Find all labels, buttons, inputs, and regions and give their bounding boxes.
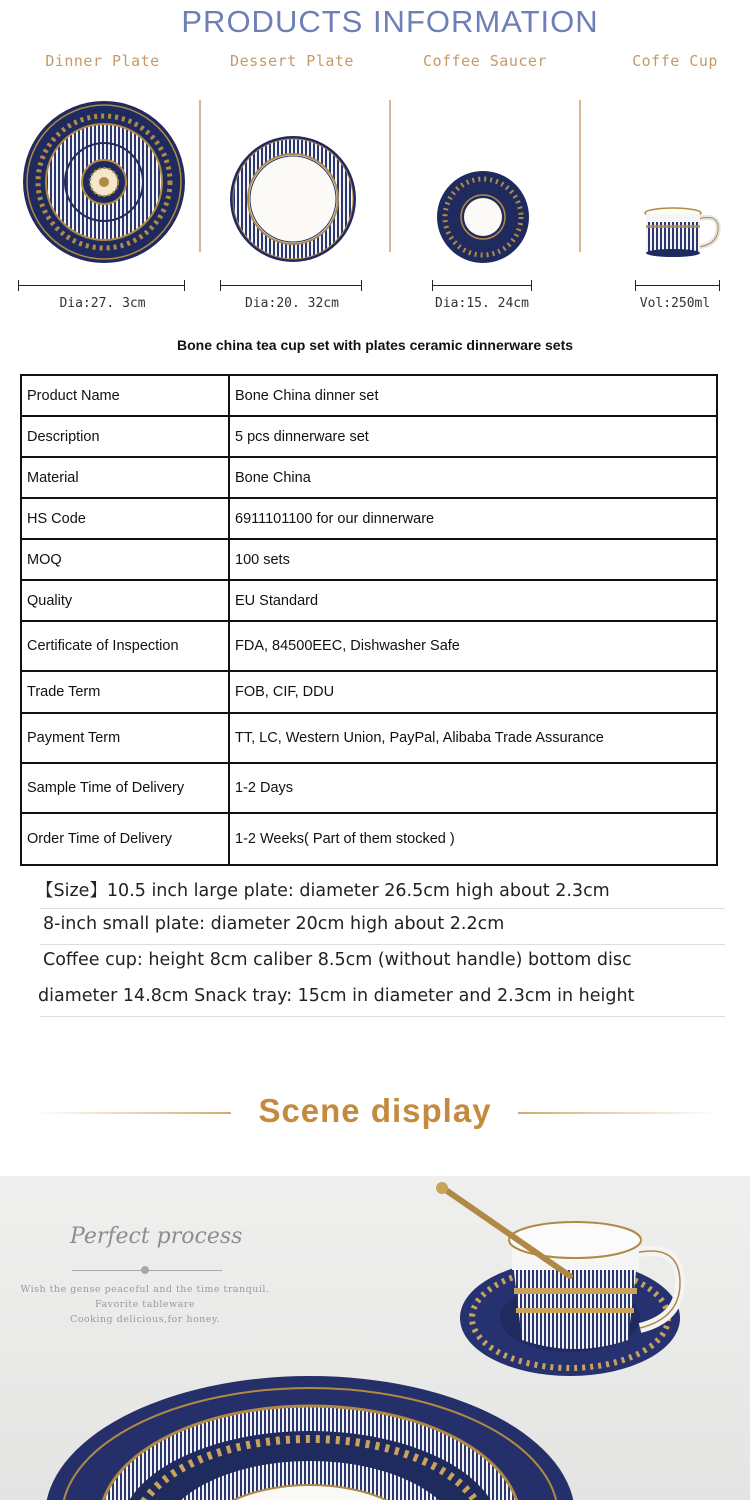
dimension-line	[220, 285, 362, 286]
size-note: 【Size】10.5 inch large plate: diameter 26.5cm high about 2.3cm	[36, 881, 610, 901]
photo-caption-title: Perfect process	[70, 1224, 243, 1249]
spec-value: FDA, 84500EEC, Dishwasher Safe	[229, 621, 717, 671]
spec-label: Trade Term	[21, 671, 229, 713]
table-row	[21, 580, 717, 621]
spec-label: Quality	[21, 580, 229, 621]
photo-caption-line: Favorite tableware	[95, 1299, 195, 1310]
spec-value: TT, LC, Western Union, PayPal, Alibaba Trade Assurance	[229, 713, 717, 763]
column-divider	[579, 100, 581, 252]
table-row	[21, 763, 717, 813]
size-note: Coffee cup: height 8cm caliber 8.5cm (without handle) bottom disc	[43, 950, 632, 970]
spec-value: 6911101100 for our dinnerware	[229, 498, 717, 539]
spec-value: 100 sets	[229, 539, 717, 580]
product-label-coffee-saucer: Coffee Saucer	[423, 52, 547, 70]
product-label-coffee-cup: Coffe Cup	[632, 52, 718, 70]
size-note: 8-inch small plate: diameter 20cm high about 2.2cm	[43, 914, 505, 934]
scene-photo	[0, 1176, 750, 1500]
spec-label: Sample Time of Delivery	[21, 763, 229, 813]
dimension-line	[18, 285, 185, 286]
spec-value: Bone China dinner set	[229, 375, 717, 416]
photo-caption-line: Wish the gense peaceful and the time tranquil.	[20, 1284, 270, 1295]
note-divider	[40, 1016, 725, 1017]
spec-label: HS Code	[21, 498, 229, 539]
spec-value: 1-2 Weeks( Part of them stocked )	[229, 813, 717, 865]
spec-label: Description	[21, 416, 229, 457]
dinner-plate-image	[22, 100, 186, 264]
table-row	[21, 621, 717, 671]
product-subtitle: Bone china tea cup set with plates ceramic dinnerware sets	[176, 337, 574, 353]
coffee-saucer-image	[436, 170, 530, 264]
spec-label: MOQ	[21, 539, 229, 580]
product-label-dessert-plate: Dessert Plate	[230, 52, 354, 70]
table-row	[21, 416, 717, 457]
spec-value: FOB, CIF, DDU	[229, 671, 717, 713]
table-row	[21, 539, 717, 580]
spec-value: Bone China	[229, 457, 717, 498]
dimension-line	[432, 285, 532, 286]
spec-label: Material	[21, 457, 229, 498]
caption-ornament-dot	[141, 1266, 149, 1274]
coffee-cup-image	[640, 205, 728, 267]
spec-value: 1-2 Days	[229, 763, 717, 813]
dimension-dessert-plate: Dia:20. 32cm	[245, 296, 339, 311]
dimension-line	[635, 285, 720, 286]
table-row	[21, 813, 717, 865]
dimension-coffee-cup: Vol:250ml	[639, 296, 711, 311]
table-row	[21, 713, 717, 763]
table-row	[21, 671, 717, 713]
dessert-plate-image	[229, 135, 357, 263]
table-row	[21, 498, 717, 539]
spec-label: Certificate of Inspection	[21, 621, 229, 671]
spoon-image	[430, 1176, 580, 1286]
note-divider	[40, 944, 725, 945]
spec-value: 5 pcs dinnerware set	[229, 416, 717, 457]
spec-table	[20, 374, 718, 866]
spec-label: Order Time of Delivery	[21, 813, 229, 865]
page-title: PRODUCTS INFORMATION	[181, 4, 599, 39]
spec-label: Product Name	[21, 375, 229, 416]
scene-title: Scene display	[258, 1092, 492, 1129]
column-divider	[199, 100, 201, 252]
table-row	[21, 375, 717, 416]
size-note: diameter 14.8cm Snack tray: 15cm in diameter and 2.3cm in height	[38, 986, 635, 1006]
spec-label: Payment Term	[21, 713, 229, 763]
table-row	[21, 457, 717, 498]
photo-caption-line: Cooking delicious,for honey.	[69, 1314, 221, 1325]
dimension-coffee-saucer: Dia:15. 24cm	[435, 296, 529, 311]
product-label-dinner-plate: Dinner Plate	[45, 52, 160, 70]
note-divider	[40, 908, 725, 909]
dimension-dinner-plate: Dia:27. 3cm	[59, 296, 146, 311]
column-divider	[389, 100, 391, 252]
spec-value: EU Standard	[229, 580, 717, 621]
